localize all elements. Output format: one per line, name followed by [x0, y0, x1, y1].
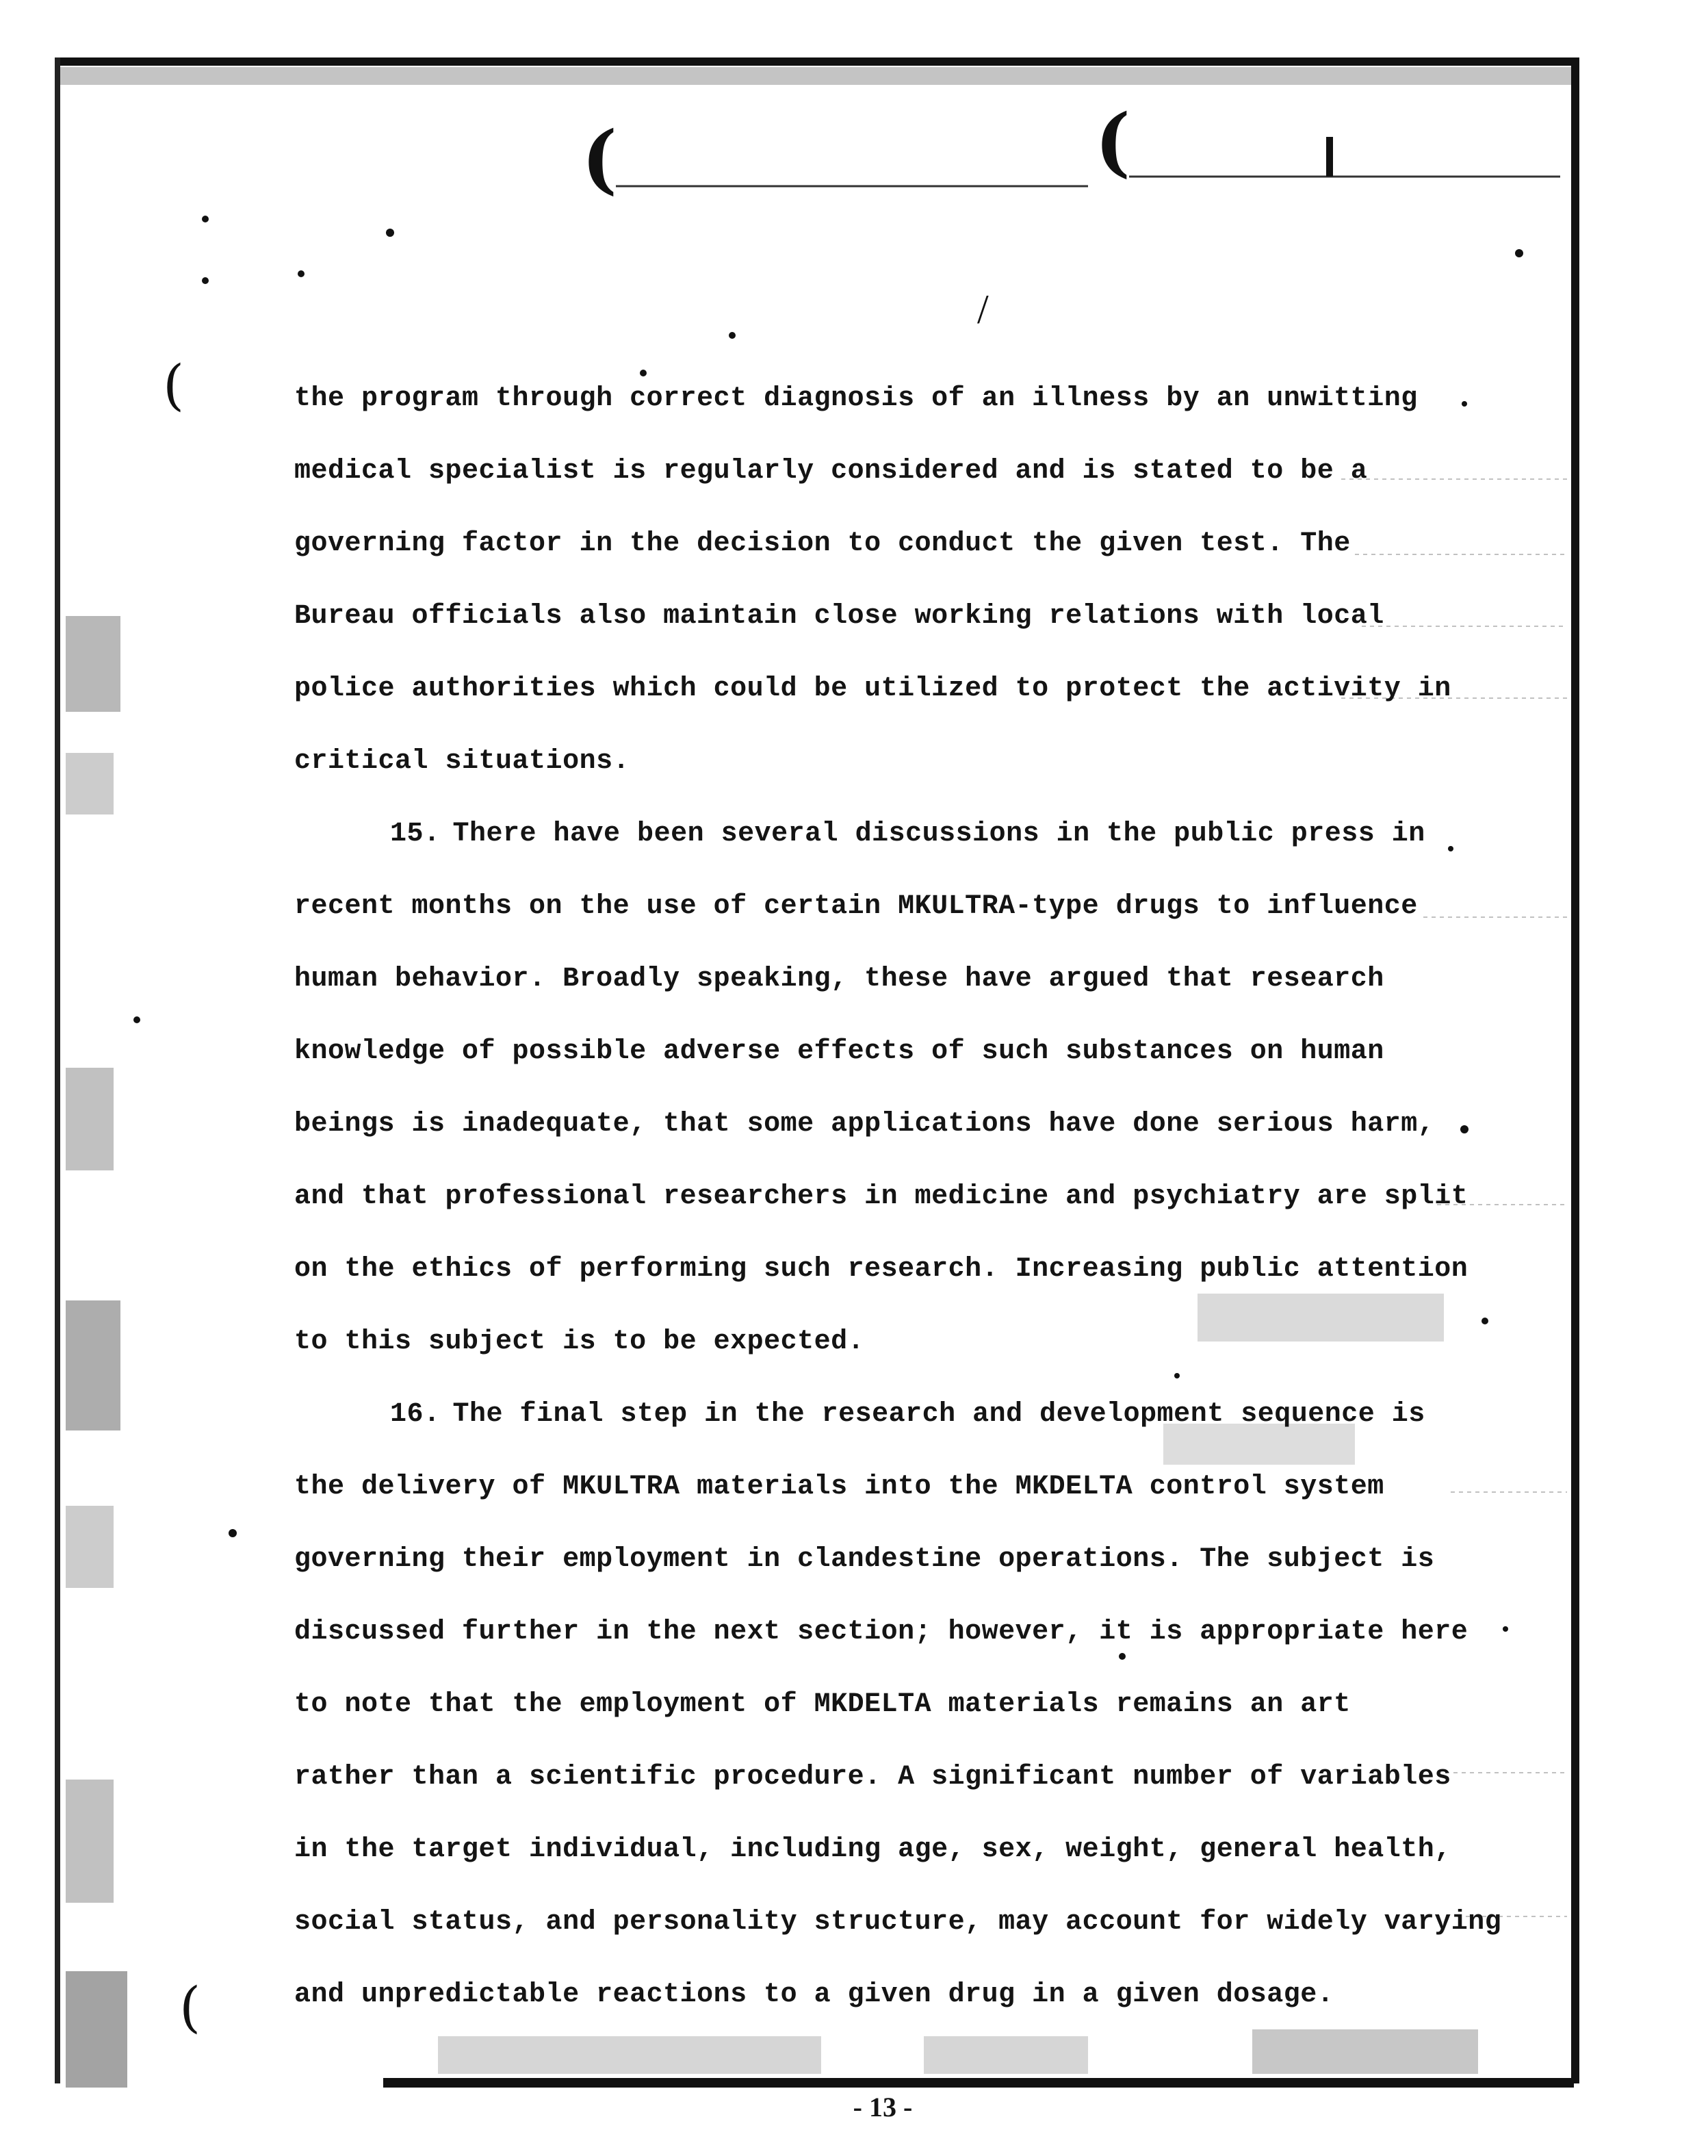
document-body: [294, 363, 1502, 2031]
paragraph-number: 16.: [390, 1399, 441, 1430]
punch-hole-mark: (: [179, 1975, 201, 2039]
text-line: knowledge of possible adverse effects of such substances on human: [294, 1036, 1384, 1067]
paragraph-number: 15.: [390, 819, 441, 849]
text-line: human behavior. Broadly speaking, these have argued that research: [294, 964, 1384, 994]
top-border-noise: [55, 67, 1579, 85]
right-border-bar: [1571, 57, 1579, 2083]
redaction-tick: [1326, 137, 1333, 177]
paragraph-16-first-line: [294, 1378, 1499, 1451]
paragraph-15-first-line: [294, 798, 1499, 871]
text-line: medical specialist is regularly considered and is stated to be a: [294, 456, 1368, 487]
punch-hole-mark: (: [1095, 97, 1131, 185]
text-line: police authorities which could be utilized to protect the activity in: [294, 673, 1451, 704]
text-line: and that professional researchers in medicine and psychiatry are split: [294, 1181, 1468, 1212]
text-line: There have been several discussions in the public press in: [452, 819, 1425, 849]
text-line: rather than a scientific procedure. A significant number of variables: [294, 1762, 1451, 1793]
text-line: social status, and personality structure, may account for widely varying: [294, 1907, 1502, 1938]
punch-hole-mark: (: [163, 353, 185, 417]
left-margin-noise: [66, 616, 127, 2088]
text-line: in the target individual, including age, sex, weight, general health,: [294, 1834, 1451, 1865]
punch-hole-mark: (: [582, 114, 618, 203]
left-border-bar: [55, 57, 60, 2083]
text-line: discussed further in the next section; however, it is appropriate here: [294, 1617, 1468, 1647]
bottom-border-bar: [383, 2078, 1574, 2088]
text-line: the delivery of MKULTRA materials into the MKDELTA control system: [294, 1472, 1384, 1502]
text-line: to note that the employment of MKDELTA materials remains an art: [294, 1689, 1351, 1720]
text-line: on the ethics of performing such research. Increasing public attention: [294, 1254, 1468, 1285]
text-line: The final step in the research and development sequence is: [452, 1399, 1425, 1430]
text-line: the program through correct diagnosis of an illness by an unwitting: [294, 383, 1418, 414]
text-line: beings is inadequate, that some applications have done serious harm,: [294, 1109, 1435, 1140]
text-line: critical situations.: [294, 746, 630, 777]
text-line: governing factor in the decision to conduct the given test. The: [294, 528, 1351, 559]
text-line: recent months on the use of certain MKULTRA-type drugs to influence: [294, 891, 1418, 922]
stray-pen-mark: /: [977, 287, 989, 332]
text-line: Bureau officials also maintain close working relations with local: [294, 601, 1384, 632]
text-line: governing their employment in clandestine operations. The subject is: [294, 1544, 1435, 1575]
page-number: - 13 -: [853, 2092, 913, 2122]
top-border-bar: [55, 57, 1579, 66]
text-line: to this subject is to be expected.: [294, 1326, 865, 1357]
text-line: and unpredictable reactions to a given drug in a given dosage.: [294, 1979, 1334, 2010]
